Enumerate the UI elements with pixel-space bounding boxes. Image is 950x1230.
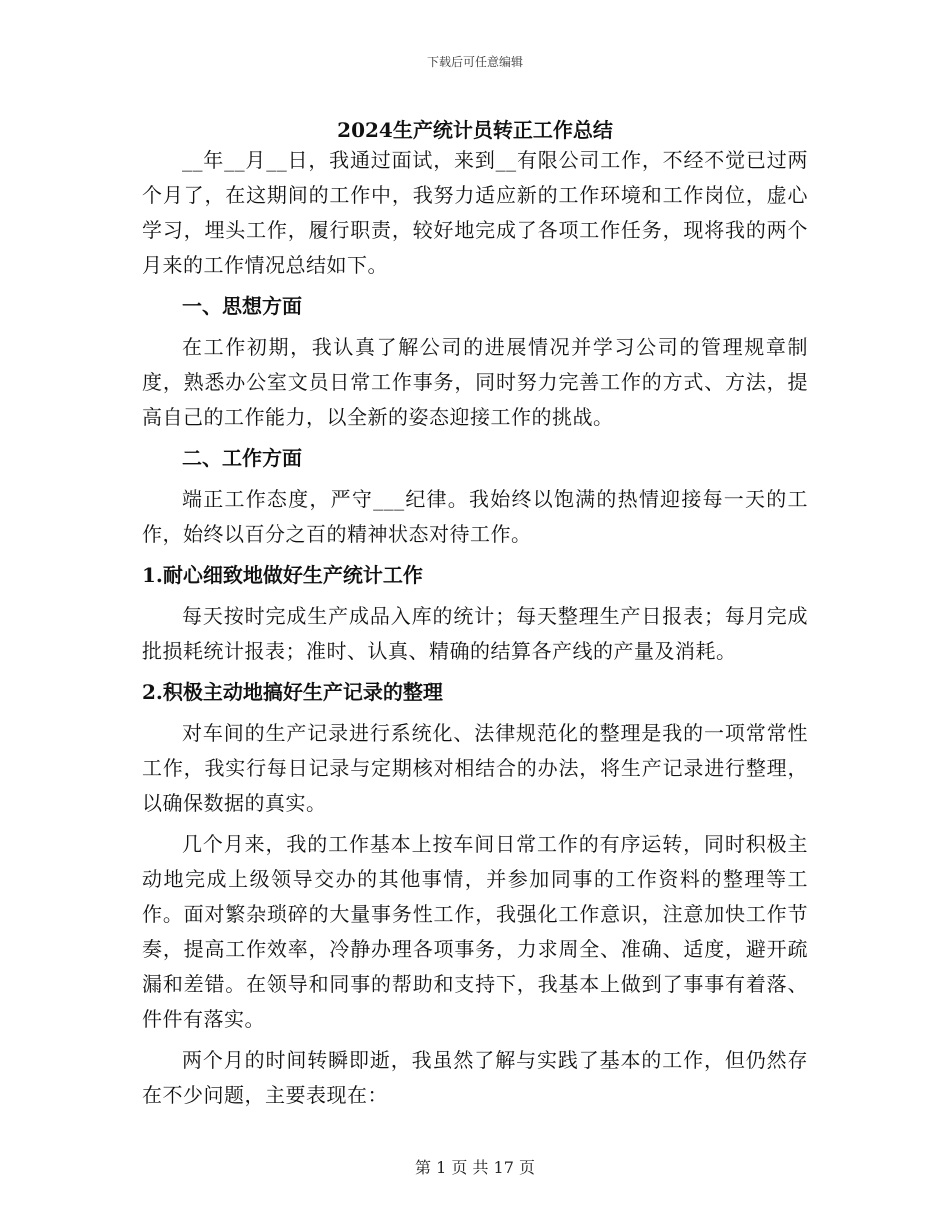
subheading-statistics: 1.耐心细致地做好生产统计工作 [142,563,423,587]
section-heading-thought: 一、思想方面 [182,294,302,318]
page-number: 第 1 页 共 17 页 [415,1158,535,1177]
work-attitude-paragraph: 端正工作态度，严守___纪律。我始终以饱满的热情迎接每一天的工作，始终以百分之百的精神状态对待工作。 [142,487,808,546]
thought-paragraph: 在工作初期，我认真了解公司的进展情况并学习公司的管理规章制度，熟悉办公室文员日常工作事务，同时努力完善工作的方式、方法，提高自己的工作能力，以全新的姿态迎接工作的挑战。 [142,335,808,429]
section-heading-work: 二、工作方面 [182,446,302,470]
summary-paragraph: 几个月来，我的工作基本上按车间日常工作的有序运转，同时积极主动地完成上级领导交办的其他事情，并参加同事的工作资料的整理等工作。面对繁杂琐碎的大量事务性工作，我强化工作意识，注意加快工作节奏，提高工作效率，冷静办理各项事务，力求周全、准确、适度，避开疏漏和差错。在领导和同事的帮助和支持下，我基本上做到了事事有着落、件件有落实。 [142,832,808,1031]
issues-paragraph: 两个月的时间转瞬即逝，我虽然了解与实践了基本的工作，但仍然存在不少问题，主要表现在： [142,1048,808,1107]
subheading-records: 2.积极主动地搞好生产记录的整理 [142,680,443,704]
records-paragraph: 对车间的生产记录进行系统化、法律规范化的整理是我的一项常常性工作，我实行每日记录与定期核对相结合的办法，将生产记录进行整理，以确保数据的真实。 [142,721,808,815]
document-title: 2024生产统计员转正工作总结 [337,118,613,142]
statistics-paragraph: 每天按时完成生产成品入库的统计；每天整理生产日报表；每月完成批损耗统计报表；准时、认真、精确的结算各产线的产量及消耗。 [142,604,808,663]
intro-paragraph: __年__月__日，我通过面试，来到__有限公司工作，不经不觉已过两个月了，在这期间的工作中，我努力适应新的工作环境和工作岗位，虚心学习，埋头工作，履行职责，较好地完成了各项工作任务，现将我的两个月来的工作情况总结如下。 [142,148,808,277]
document-body [142,143,808,1119]
header-note: 下载后可任意编辑 [426,55,523,69]
